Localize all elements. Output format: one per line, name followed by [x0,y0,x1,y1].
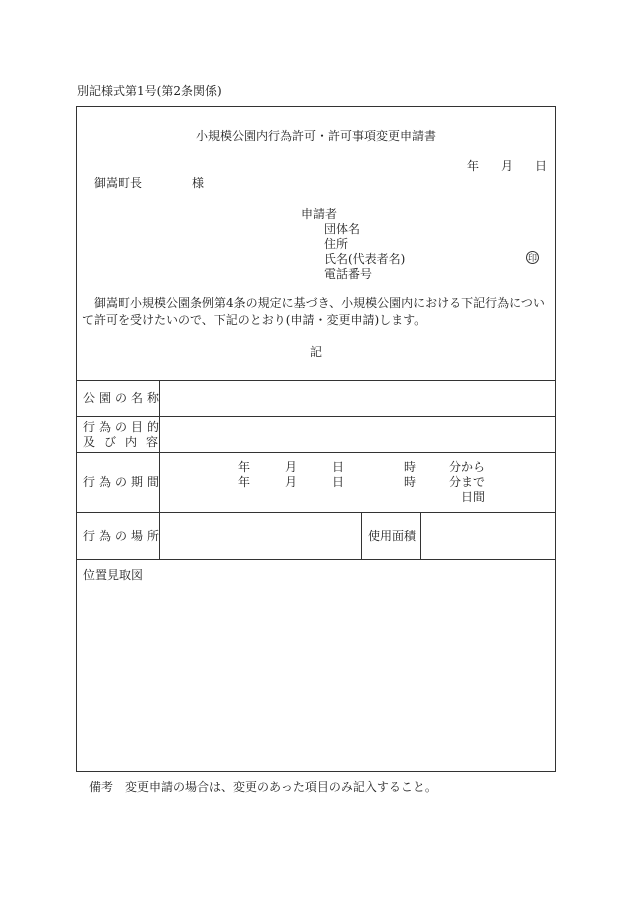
period-label: 行為の期間 [83,475,164,489]
applicant-heading: 申請者 [301,207,338,221]
area-divider [420,512,421,559]
address-label: 住所 [324,237,349,251]
recipient [94,177,204,189]
name-label: 氏名(代表者名) [324,252,406,266]
location-label: 行為の場所 [83,529,164,543]
end-hour: 時 [404,475,417,489]
end-month: 月 [285,475,298,489]
end-year: 年 [238,475,251,489]
end-day: 日 [332,475,345,489]
start-minute: 分から [449,460,486,474]
start-hour: 時 [404,460,417,474]
application-statement: 御嵩町小規模公園条例第4条の規定に基づき、小規模公園内における下記行為について許可を受けたいので、下記のとおり(申請・変更申請)します。 [82,296,545,327]
form-id: 別記様式第1号(第2条関係) [77,84,222,98]
start-month: 月 [285,460,298,474]
table-top-line [77,380,555,381]
start-day: 日 [332,460,345,474]
recipient-name: 御嵩町長 [94,176,143,190]
phone-label: 電話番号 [324,267,373,281]
seal-icon: 印 [526,251,539,264]
map-label: 位置見取図 [83,568,144,582]
row-divider [77,512,555,513]
row-divider [77,559,555,560]
start-year: 年 [238,460,251,474]
date-month: 月 [500,159,513,173]
park-name-label: 公園の名称 [83,391,164,405]
row-divider [77,452,555,453]
row-divider [77,416,555,417]
area-label: 使用面積 [368,529,417,543]
date-row [445,160,547,172]
end-minute: 分まで [449,475,486,489]
remarks-note: 備考 変更申請の場合は、変更のあった項目のみ記入すること。 [89,780,437,794]
form-title: 小規模公園内行為許可・許可事項変更申請書 [195,129,436,143]
purpose-label-line1: 行為の目的 [83,420,164,434]
date-day: 日 [534,159,547,173]
duration-days: 日間 [461,490,486,504]
date-year: 年 [466,159,479,173]
area-divider [361,512,362,559]
recipient-suffix: 様 [192,176,205,190]
purpose-label-line2: 及び内容 [83,435,168,449]
application-form [76,106,556,772]
group-name-label: 団体名 [324,222,361,236]
ki-heading: 記 [309,345,322,359]
